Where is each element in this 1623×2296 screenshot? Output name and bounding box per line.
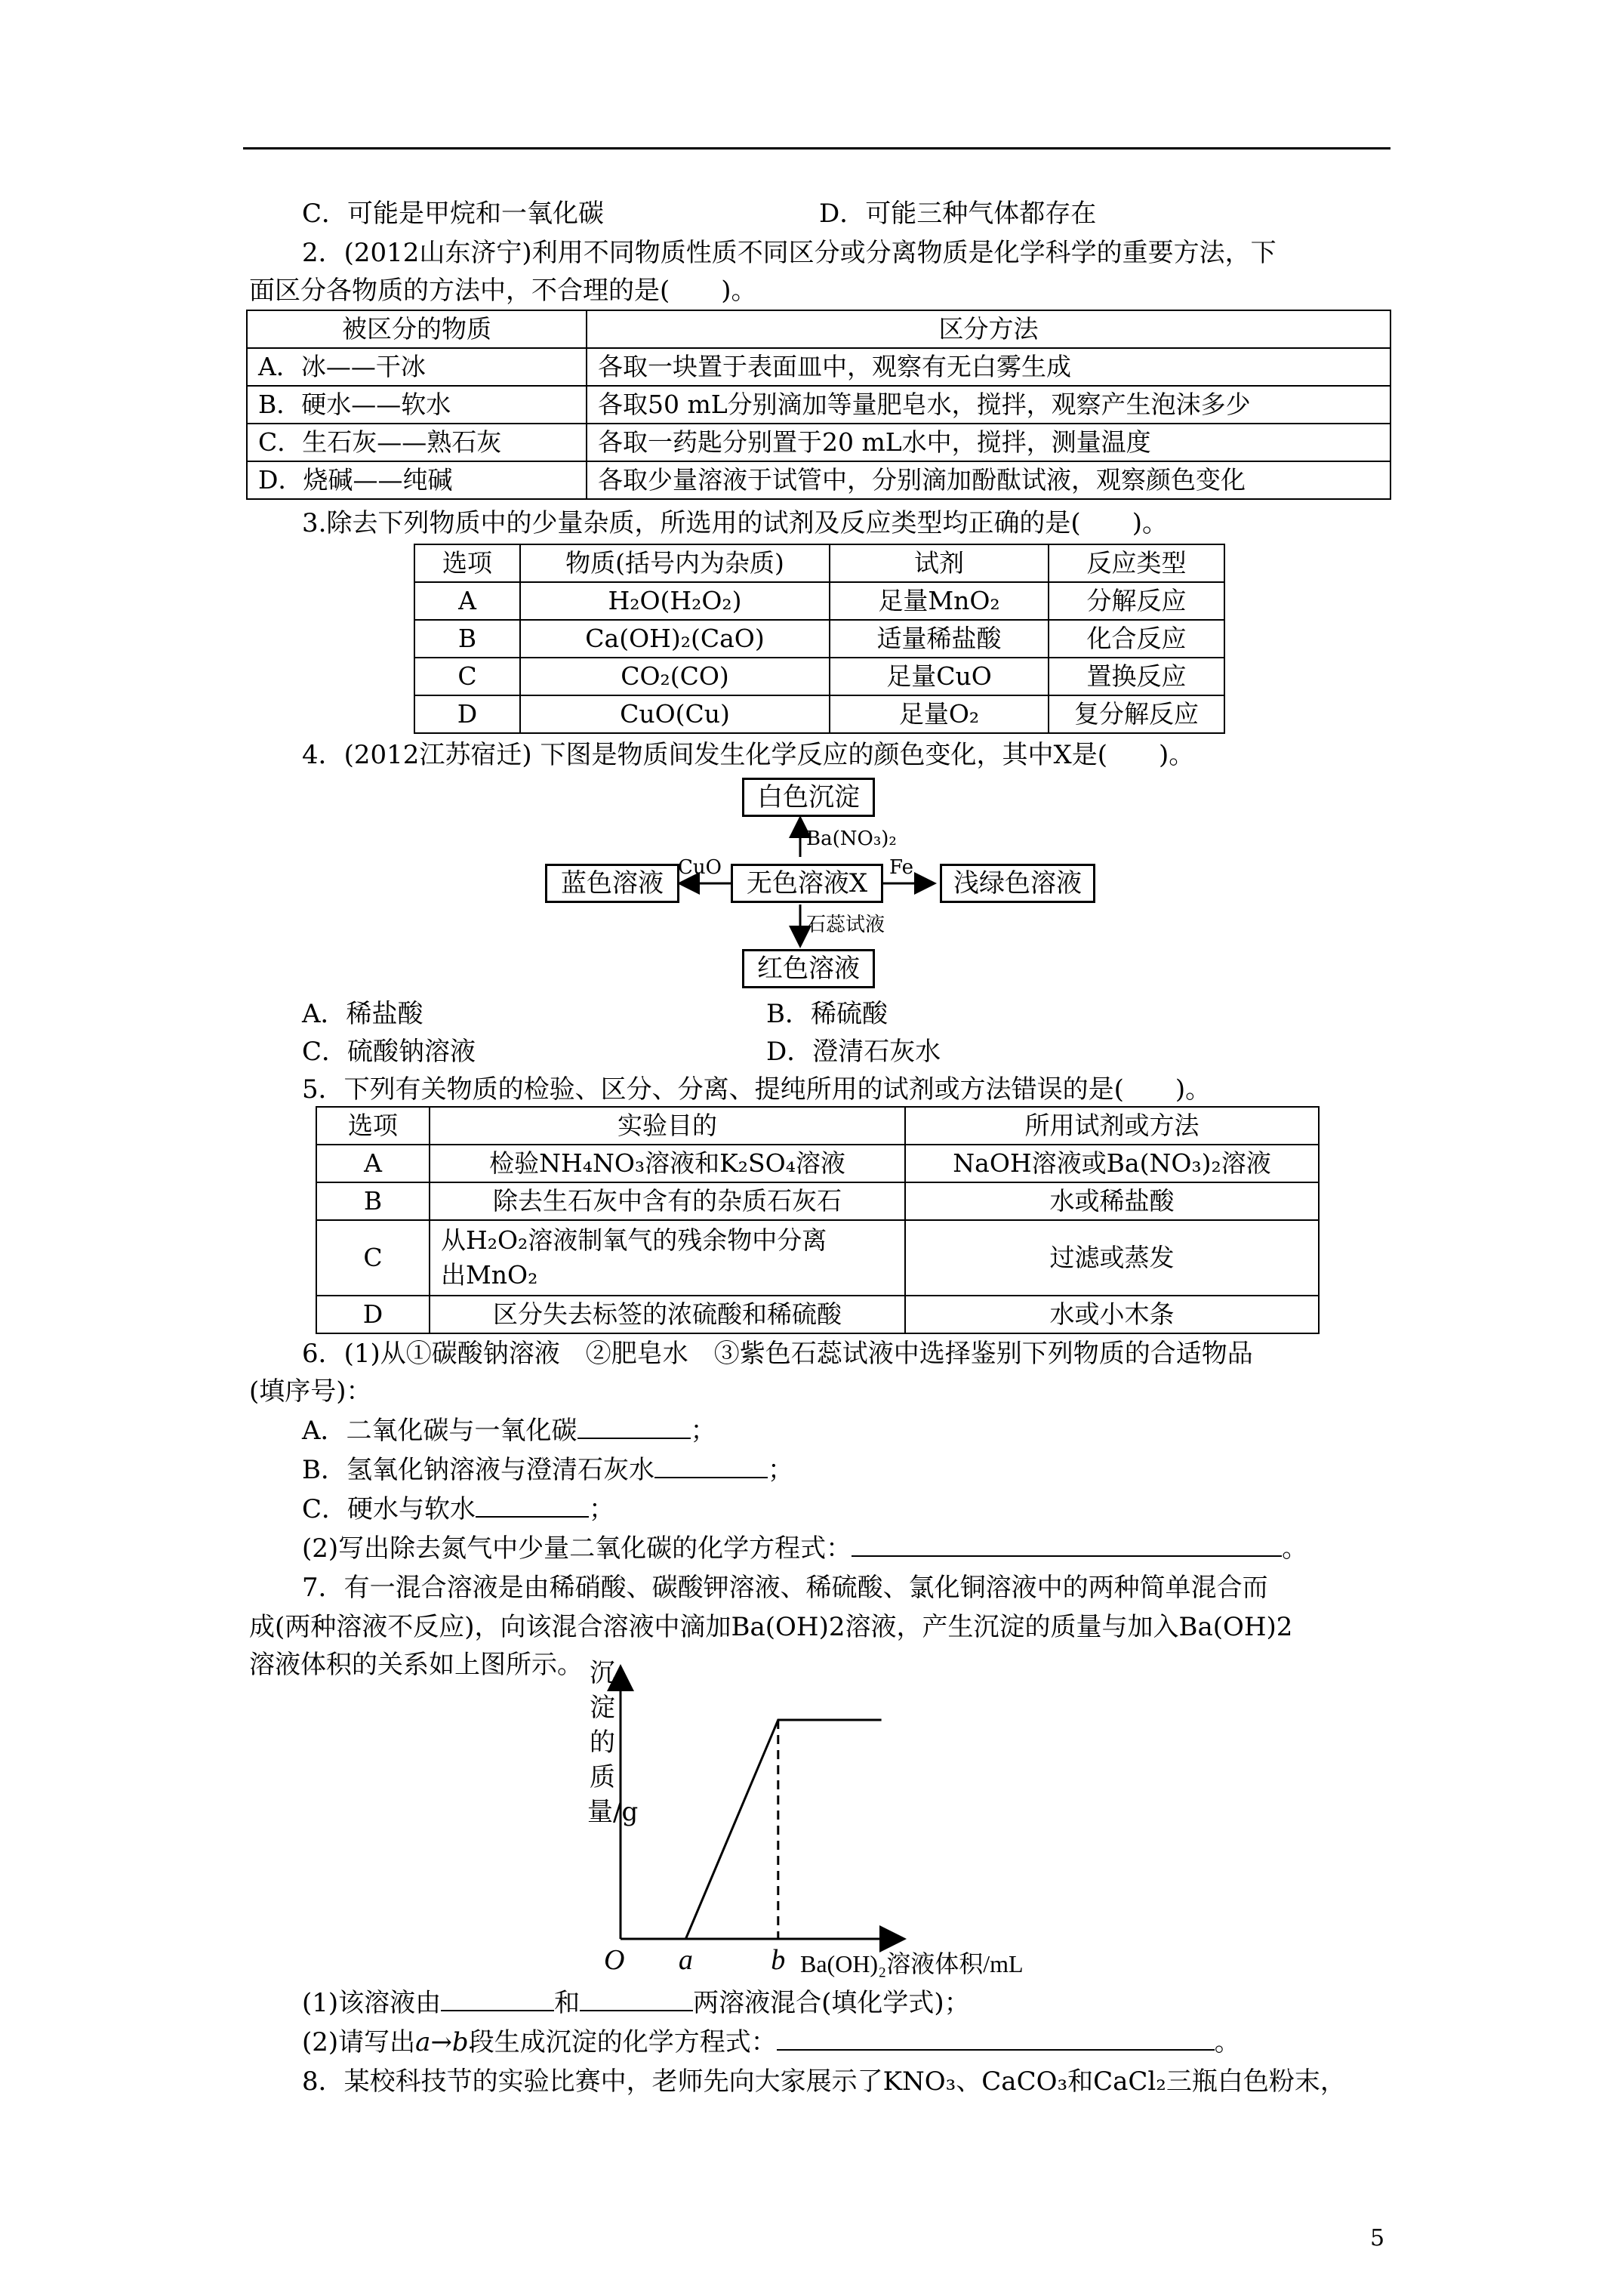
- q4-option-c: C．硫酸钠溶液: [302, 1037, 476, 1067]
- table-cell: B．硬水——软水: [247, 386, 587, 424]
- series-line: [621, 1720, 882, 1939]
- label-ba-no3-2: Ba(NO₃)₂: [806, 827, 897, 850]
- box-colorless-solution-x: 无色溶液X: [731, 864, 883, 903]
- q7-q2-prefix: (2)请写出: [302, 2027, 416, 2057]
- q4-option-d: D．澄清石灰水: [766, 1037, 941, 1067]
- table-cell: D．烧碱——纯碱: [247, 461, 587, 499]
- cell-line: 出MnO₂: [441, 1260, 538, 1290]
- q6-item-b-text: B．氢氧化钠溶液与澄清石灰水: [302, 1455, 654, 1485]
- q6-item-c-text: C．硬水与软水: [302, 1494, 476, 1524]
- q7-line2: 成(两种溶液不反应)，向该混合溶液中滴加Ba(OH)2溶液，产生沉淀的质量与加入Ba(OH)2: [249, 1612, 1293, 1642]
- table-cell: C．生石灰——熟石灰: [247, 424, 587, 461]
- q7-q1-prefix: (1)该溶液由: [302, 1988, 442, 2018]
- table-cell: 水或稀盐酸: [905, 1182, 1319, 1220]
- table-cell: CuO(Cu): [520, 695, 830, 733]
- q1-option-d: D．可能三种气体都存在: [819, 199, 1097, 229]
- table-cell: 检验NH₄NO₃溶液和K₂SO₄溶液: [430, 1145, 905, 1182]
- punct: ；: [589, 1494, 615, 1524]
- x-tick-a: a: [678, 1944, 693, 1976]
- table-cell: CO₂(CO): [520, 658, 830, 695]
- table-cell: A．冰——干冰: [247, 348, 587, 386]
- table-cell: 复分解反应: [1049, 695, 1224, 733]
- q6-line2: (填序号)：: [249, 1376, 372, 1407]
- label-litmus: 石蕊试液: [806, 914, 885, 936]
- table-cell: D: [414, 695, 520, 733]
- table-cell: 区分失去标签的浓硫酸和稀硫酸: [430, 1296, 905, 1333]
- table-cell: Ca(OH)₂(CaO): [520, 620, 830, 658]
- table-cell: H₂O(H₂O₂): [520, 582, 830, 620]
- page-number: 5: [1370, 2225, 1385, 2251]
- table-header-cell: 被区分的物质: [247, 310, 587, 348]
- q1-option-c: C．可能是甲烷和一氧化碳: [302, 199, 605, 229]
- punct: ；: [690, 1416, 716, 1446]
- table-header-cell: 物质(括号内为杂质): [520, 544, 830, 582]
- answer-blank[interactable]: [441, 1984, 554, 2011]
- table-cell: 适量稀盐酸: [830, 620, 1049, 658]
- q2-stem-line2: 面区分各物质的方法中，不合理的是( )。: [249, 276, 757, 306]
- q5-stem: 5．下列有关物质的检验、区分、分离、提纯所用的试剂或方法错误的是( )。: [302, 1074, 1212, 1105]
- table-cell: 各取少量溶液于试管中，分别滴加酚酞试液，观察颜色变化: [587, 461, 1390, 499]
- table-cell: 水或小木条: [905, 1296, 1319, 1333]
- table-cell: B: [414, 620, 520, 658]
- q7-q1-mid: 和: [554, 1988, 581, 2018]
- q4-option-a: A．稀盐酸: [302, 999, 423, 1029]
- table-cell: 足量O₂: [830, 695, 1049, 733]
- table-header-cell: 实验目的: [430, 1107, 905, 1145]
- q7-q1-suffix: 两溶液混合(填化学式)；: [693, 1988, 970, 2018]
- box-white-precipitate: 白色沉淀: [742, 778, 875, 817]
- table-cell: 足量CuO: [830, 658, 1049, 695]
- table-header-cell: 所用试剂或方法: [905, 1107, 1319, 1145]
- origin-label: O: [604, 1944, 625, 1976]
- q6-line1: 6．(1)从①碳酸钠溶液 ②肥皂水 ③紫色石蕊试液中选择鉴别下列物质的合适物品: [302, 1339, 1253, 1369]
- table-cell: C: [414, 658, 520, 695]
- table-header-cell: 反应类型: [1049, 544, 1224, 582]
- table-header-cell: 试剂: [830, 544, 1049, 582]
- table-cell: 分解反应: [1049, 582, 1224, 620]
- q7-line1: 7．有一混合溶液是由稀硝酸、碳酸钾溶液、稀硫酸、氯化铜溶液中的两种简单混合而: [302, 1573, 1268, 1603]
- q4-stem: 4．(2012江苏宿迁) 下图是物质间发生化学反应的颜色变化，其中X是( )。: [302, 740, 1195, 770]
- table-cell: A: [316, 1145, 430, 1182]
- table-cell: NaOH溶液或Ba(NO₃)₂溶液: [905, 1145, 1319, 1182]
- chart-xlabel: Ba(OH)₂溶液体积/mL: [800, 1950, 1024, 1977]
- q8-line1: 8．某校科技节的实验比赛中，老师先向大家展示了KNO₃、CaCO₃和CaCl₂三瓶白色粉末，: [302, 2066, 1346, 2097]
- label-fe: Fe: [889, 856, 914, 879]
- q6-part2-text: (2)写出除去氮气中少量二氧化碳的化学方程式：: [302, 1533, 852, 1564]
- table-cell: 各取一药匙分别置于20 mL水中，搅拌，测量温度: [587, 424, 1390, 461]
- q7-q1: [302, 1984, 1449, 2022]
- box-blue-solution: 蓝色溶液: [545, 864, 679, 903]
- table-cell: 各取一块置于表面皿中，观察有无白雾生成: [587, 348, 1390, 386]
- table-header-cell: 选项: [414, 544, 520, 582]
- q6-item-a-text: A．二氧化碳与一氧化碳: [302, 1416, 577, 1446]
- q7-line3: 溶液体积的关系如上图所示。: [249, 1650, 583, 1680]
- chart-ylabel: 沉淀的质量/g: [587, 1658, 639, 1827]
- q7-q2-seg: a→b: [415, 2027, 469, 2057]
- answer-blank[interactable]: [777, 2023, 1215, 2051]
- q4-option-b: B．稀硫酸: [766, 999, 888, 1029]
- table-cell: D: [316, 1296, 430, 1333]
- table-header-cell: 选项: [316, 1107, 430, 1145]
- x-tick-b: b: [771, 1944, 786, 1976]
- table-cell: 足量MnO₂: [830, 582, 1049, 620]
- table-cell: A: [414, 582, 520, 620]
- punct: ；: [767, 1455, 793, 1485]
- label-cuo: CuO: [678, 856, 722, 879]
- punct: 。: [1282, 1533, 1308, 1564]
- q7-q2: [302, 2023, 1449, 2061]
- table-cell: 各取50 mL分别滴加等量肥皂水，搅拌，观察产生泡沫多少: [587, 386, 1390, 424]
- table-cell: B: [316, 1182, 430, 1220]
- table-cell: 过滤或蒸发: [905, 1220, 1319, 1296]
- answer-blank[interactable]: [580, 1984, 693, 2011]
- q3-stem: 3.除去下列物质中的少量杂质，所选用的试剂及反应类型均正确的是( )。: [302, 508, 1168, 538]
- q7-q2-suffix: 段生成沉淀的化学方程式：: [468, 2027, 777, 2057]
- box-red-solution: 红色溶液: [742, 949, 875, 988]
- table-cell: 置换反应: [1049, 658, 1224, 695]
- box-light-green-solution: 浅绿色溶液: [940, 864, 1095, 903]
- cell-line: 从H₂O₂溶液制氧气的残余物中分离: [441, 1225, 827, 1255]
- q2-stem-line1: 2．(2012山东济宁)利用不同物质性质不同区分或分离物质是化学科学的重要方法，下: [302, 238, 1277, 268]
- table-cell: 除去生石灰中含有的杂质石灰石: [430, 1182, 905, 1220]
- table-cell: 化合反应: [1049, 620, 1224, 658]
- table-cell: C: [316, 1220, 430, 1296]
- punct: 。: [1214, 2027, 1240, 2057]
- table-header-cell: 区分方法: [587, 310, 1390, 348]
